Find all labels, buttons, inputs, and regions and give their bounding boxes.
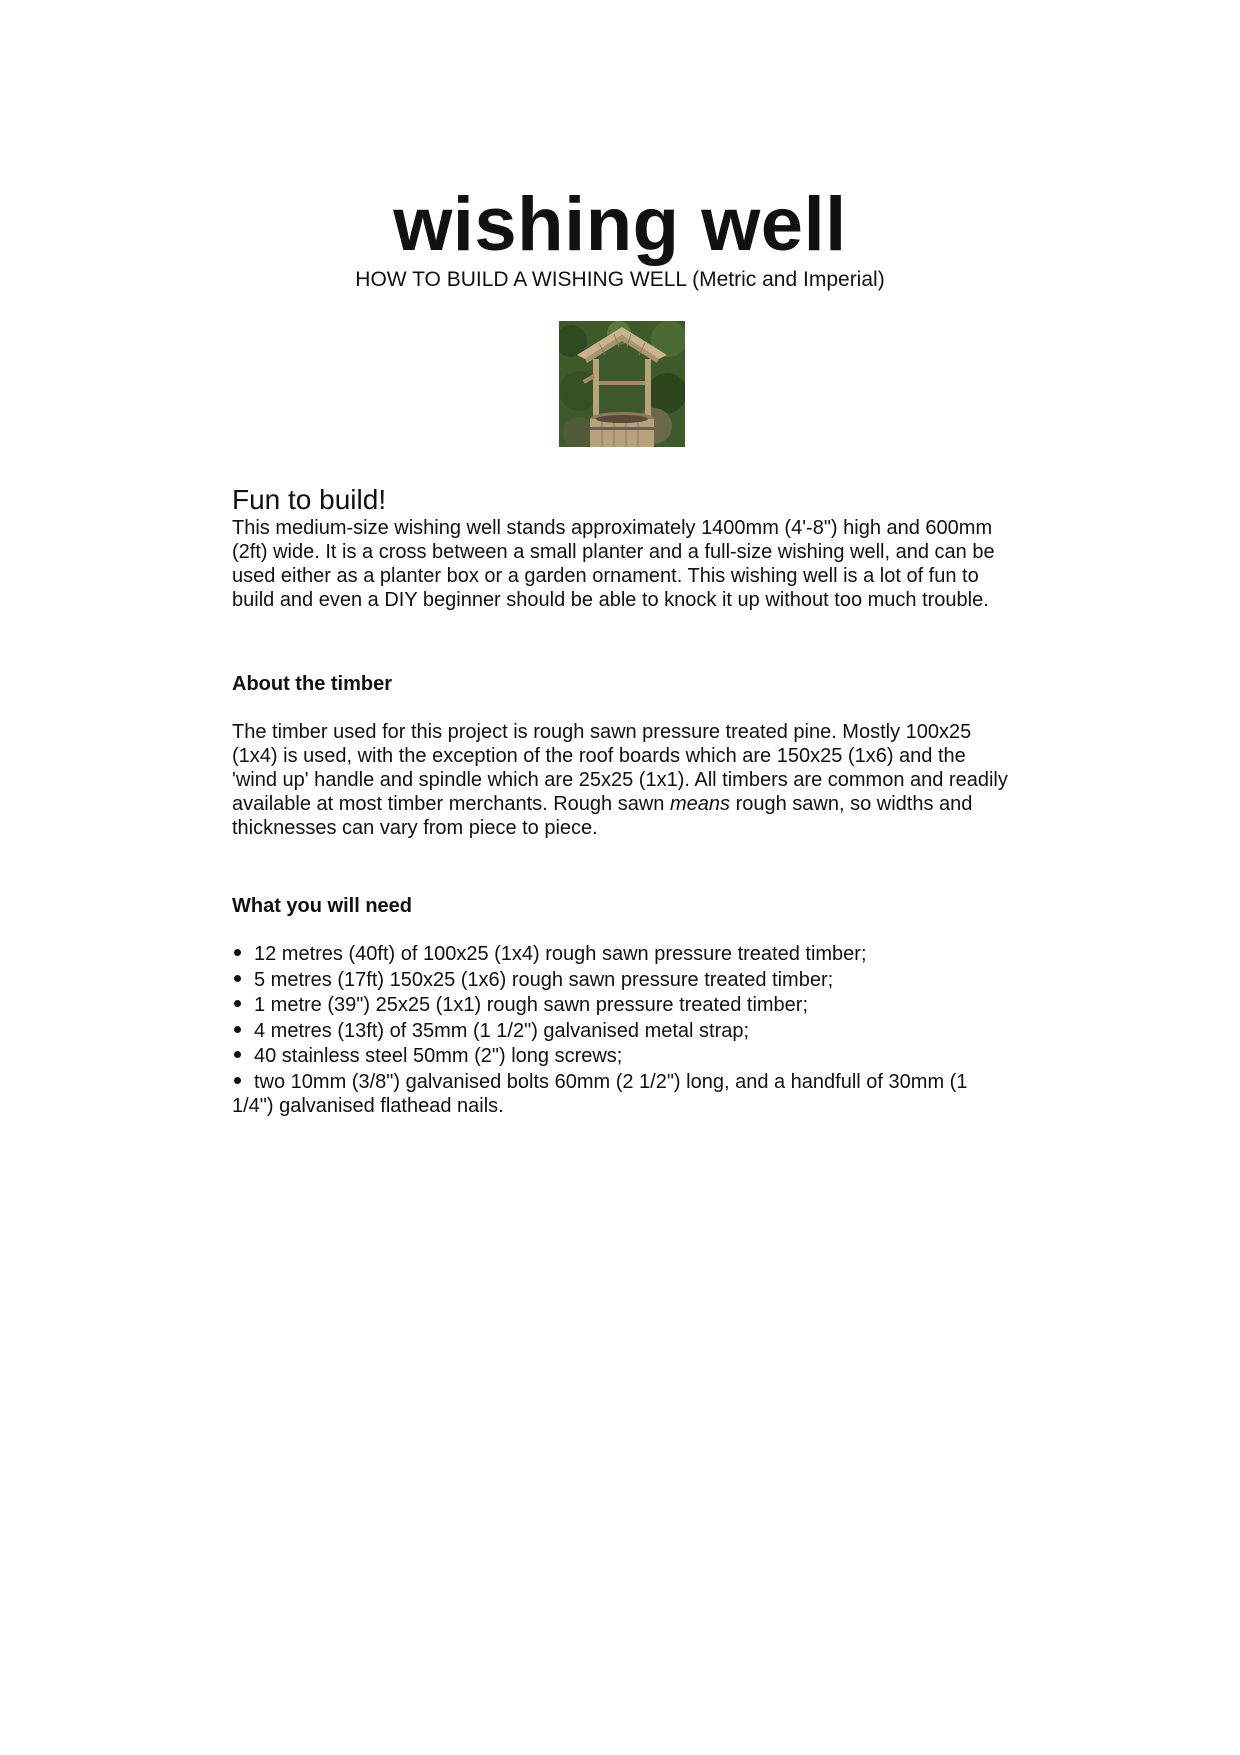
bullet-icon bbox=[232, 1070, 254, 1094]
timber-heading: About the timber bbox=[232, 673, 392, 695]
intro-paragraph: This medium-size wishing well stands approximately 1400mm (4'-8") high and 600mm (2ft) wide. It is a cross between a small planter and a full-size wishing well, and can be used either as a planter box or a garden ornament. This wishing well is a lot of fun to build and even a DIY beginner should be able to knock it up without too much trouble. bbox=[232, 517, 995, 611]
bullet-icon bbox=[232, 942, 254, 966]
page-subtitle: HOW TO BUILD A WISHING WELL (Metric and Imperial) bbox=[355, 268, 885, 291]
list-item bbox=[232, 968, 1012, 992]
list-item bbox=[232, 1044, 1012, 1068]
bullet-icon bbox=[232, 1044, 254, 1068]
timber-paragraph bbox=[232, 720, 1012, 840]
list-item-text: 5 metres (17ft) 150x25 (1x6) rough sawn pressure treated timber; bbox=[254, 968, 834, 991]
article-body bbox=[232, 484, 1012, 1119]
list-item-text: 4 metres (13ft) of 35mm (1 1/2") galvanised metal strap; bbox=[254, 1019, 750, 1042]
page-title: wishing well bbox=[393, 182, 847, 267]
materials-list bbox=[232, 942, 1012, 1118]
bullet-icon bbox=[232, 968, 254, 992]
timber-text-emphasis: means bbox=[669, 793, 731, 815]
list-item bbox=[232, 1019, 1012, 1043]
list-item-text: 12 metres (40ft) of 100x25 (1x4) rough sawn pressure treated timber; bbox=[254, 943, 867, 965]
intro-heading: Fun to build! bbox=[232, 484, 387, 515]
list-item-text: two 10mm (3/8") galvanised bolts 60mm (2 1/2") long, and a handfull of 30mm (1 1/4") galvanised flathead nails. bbox=[232, 1070, 968, 1117]
list-item bbox=[232, 1070, 1012, 1118]
list-item-text: 40 stainless steel 50mm (2") long screws; bbox=[254, 1045, 623, 1067]
list-item bbox=[232, 942, 1012, 966]
wishing-well-photo bbox=[559, 321, 685, 447]
bullet-icon bbox=[232, 1019, 254, 1043]
needs-heading: What you will need bbox=[232, 895, 413, 917]
list-item bbox=[232, 993, 1012, 1017]
list-item-text: 1 metre (39") 25x25 (1x1) rough sawn pressure treated timber; bbox=[254, 994, 809, 1016]
timber-text-end: rough sawn, so widths and thicknesses can vary from piece to piece. bbox=[232, 793, 973, 839]
timber-text-start: The timber used for this project is rough sawn pressure treated pine. Mostly 100x25 (1x4) is used, with the exception of the roof boards which are 150x25 (1x6) and the 'wind up' handle and spindle which are 25x25 (1x1). All timbers are common and readily available at most timber merchants. Rough sawn bbox=[232, 721, 1008, 815]
bullet-icon bbox=[232, 993, 254, 1017]
